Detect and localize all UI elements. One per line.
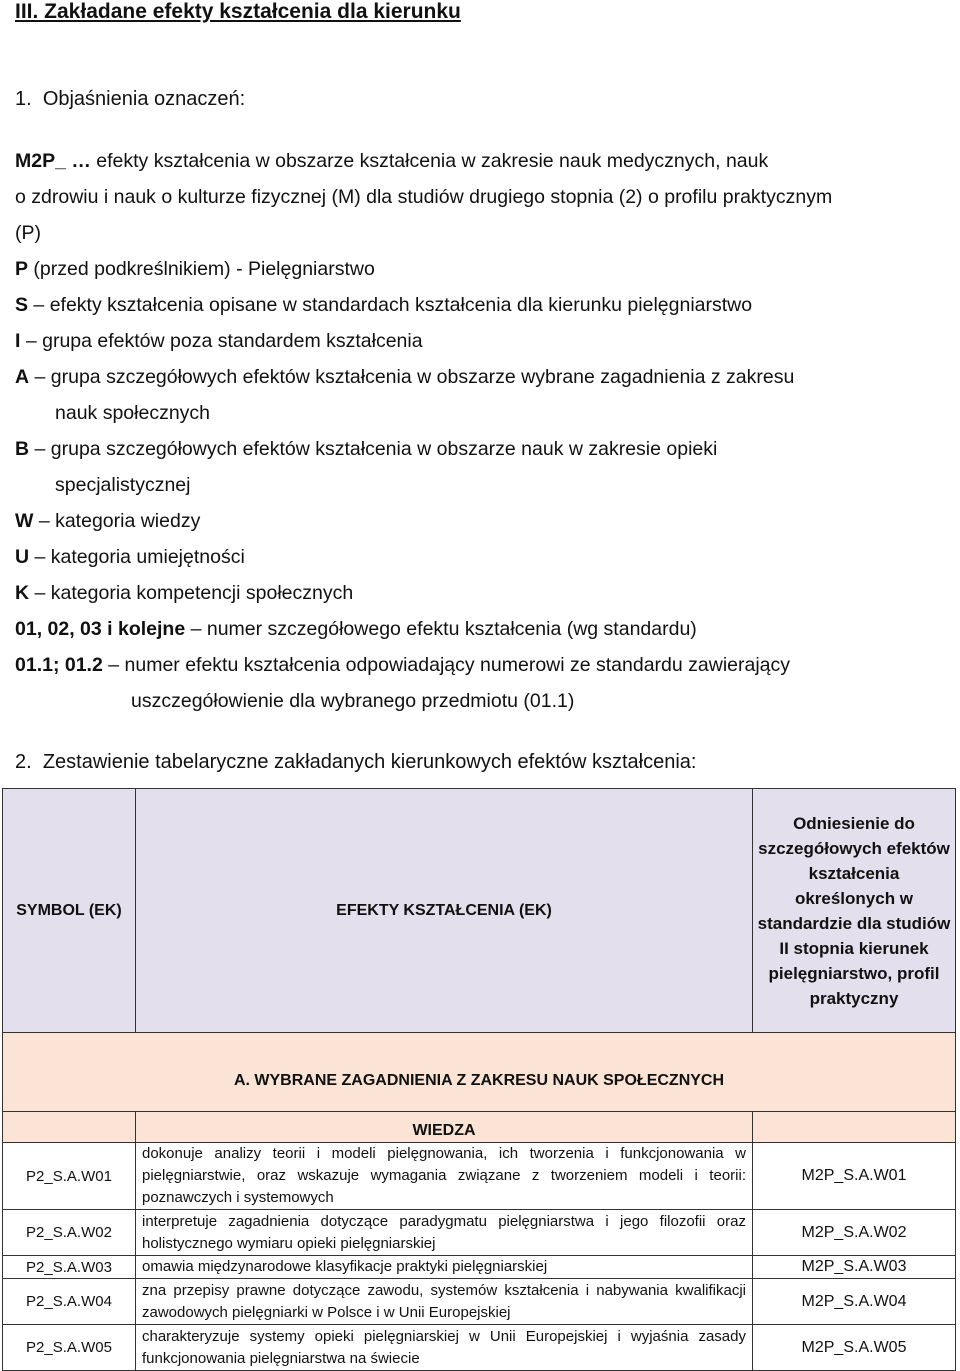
legend-key: S bbox=[15, 294, 29, 316]
heading-text: Objaśnienia oznaczeń: bbox=[42, 88, 246, 110]
legend-text: (przed podkreślnikiem) - Pielęgniarstwo bbox=[28, 258, 375, 280]
legend-item bbox=[15, 323, 905, 359]
legend-list bbox=[15, 143, 905, 719]
legend-item bbox=[15, 143, 905, 179]
legend-key: A bbox=[15, 366, 30, 388]
header-reference: Odniesienie do szczegółowych efektów kształcenia określonych w standardzie dla studiów II stopnia kierunek pielęgniarstwo, profil praktyczny bbox=[753, 789, 956, 1033]
effect-symbol: P2_S.A.W05 bbox=[3, 1325, 136, 1371]
effect-symbol: P2_S.A.W04 bbox=[3, 1279, 136, 1325]
legend-text: uszczegółowienie dla wybranego przedmiotu (01.1) bbox=[131, 690, 575, 712]
table-row bbox=[3, 1256, 956, 1279]
effect-reference: M2P_S.A.W05 bbox=[753, 1325, 956, 1371]
legend-key: B bbox=[15, 438, 30, 460]
legend-key: I bbox=[15, 330, 21, 352]
legend-item bbox=[15, 395, 905, 431]
legend-item bbox=[15, 287, 905, 323]
table-heading bbox=[15, 751, 696, 774]
legend-item bbox=[15, 251, 905, 287]
subcategory-row: WIEDZA bbox=[136, 1112, 753, 1143]
legend-item bbox=[15, 647, 905, 683]
legend-item bbox=[15, 359, 905, 395]
effect-symbol: P2_S.A.W03 bbox=[3, 1256, 136, 1279]
legend-text: – numer szczegółowego efektu kształcenia (wg standardu) bbox=[185, 618, 697, 640]
header-effects: EFEKTY KSZTAŁCENIA (EK) bbox=[136, 789, 753, 1033]
effect-reference: M2P_S.A.W02 bbox=[753, 1210, 956, 1256]
legend-text: – numer efektu kształcenia odpowiadający numerowi ze standardu zawierający bbox=[102, 654, 791, 676]
legend-text: – kategoria wiedzy bbox=[33, 510, 201, 532]
legend-item bbox=[15, 215, 905, 251]
legend-key: P bbox=[15, 258, 29, 280]
legend-text: efekty kształcenia w obszarze kształcenia w zakresie nauk medycznych, nauk bbox=[90, 150, 769, 172]
legend-key: U bbox=[15, 546, 30, 568]
legend-text: (P) bbox=[15, 222, 41, 244]
legend-item bbox=[15, 575, 905, 611]
effect-reference: M2P_S.A.W01 bbox=[753, 1143, 956, 1210]
legend-text: – kategoria umiejętności bbox=[29, 546, 245, 568]
legend-key: M2P_ … bbox=[15, 150, 91, 172]
legend-text: – grupa efektów poza standardem kształcenia bbox=[20, 330, 423, 352]
effect-symbol: P2_S.A.W01 bbox=[3, 1143, 136, 1210]
legend-item bbox=[15, 179, 905, 215]
heading-number: 1. bbox=[15, 88, 32, 110]
legend-item bbox=[15, 503, 905, 539]
effect-reference: M2P_S.A.W04 bbox=[753, 1279, 956, 1325]
legend-text: – efekty kształcenia opisane w standardach kształcenia dla kierunku pielęgniarstwo bbox=[28, 294, 753, 316]
heading-number: 2. bbox=[15, 751, 32, 773]
table-row bbox=[3, 1279, 956, 1325]
legend-item bbox=[15, 467, 905, 503]
legend-item bbox=[15, 431, 905, 467]
section-title: III. Zakładane efekty kształcenia dla kierunku bbox=[15, 0, 461, 23]
legend-item bbox=[15, 539, 905, 575]
effect-description: charakteryzuje systemy opieki pielęgniarskiej w Unii Europejskiej i wyjaśnia zasady funkcjonowania pielęgniarstwa na świecie bbox=[136, 1325, 753, 1371]
effect-symbol: P2_S.A.W02 bbox=[3, 1210, 136, 1256]
effects-table bbox=[2, 788, 956, 1371]
effect-description: zna przepisy prawne dotyczące zawodu, systemów kształcenia i nabywania kwalifikacji zawodowych pielęgniarki w Polsce i w Unii Europejskiej bbox=[136, 1279, 753, 1325]
effect-reference: M2P_S.A.W03 bbox=[753, 1256, 956, 1279]
legend-item bbox=[15, 611, 905, 647]
legend-text: specjalistycznej bbox=[55, 474, 191, 496]
effect-description: dokonuje analizy teorii i modeli pielęgnowania, ich tworzenia i funkcjonowania w pielęgniarstwie, oraz wskazuje wymagania związane z tworzeniem modeli i teorii: poznawczych i systemowych bbox=[136, 1143, 753, 1210]
legend-key: W bbox=[15, 510, 34, 532]
legend-key: 01.1; 01.2 bbox=[15, 654, 103, 676]
explanations-heading bbox=[15, 88, 245, 111]
effect-description: omawia międzynarodowe klasyfikacje praktyki pielęgniarskiej bbox=[136, 1256, 753, 1279]
legend-key: K bbox=[15, 582, 30, 604]
table-row bbox=[3, 1143, 956, 1210]
effect-description: interpretuje zagadnienia dotyczące paradygmatu pielęgniarstwa i jego filozofii oraz holistycznego wymiaru opieki pielęgniarskiej bbox=[136, 1210, 753, 1256]
heading-text: Zestawienie tabelaryczne zakładanych kierunkowych efektów kształcenia: bbox=[42, 751, 697, 773]
legend-item bbox=[15, 683, 905, 719]
legend-key: 01, 02, 03 i kolejne bbox=[15, 618, 186, 640]
table-row bbox=[3, 1325, 956, 1371]
legend-text: – kategoria kompetencji społecznych bbox=[29, 582, 354, 604]
header-symbol: SYMBOL (EK) bbox=[3, 789, 136, 1033]
category-row: A. WYBRANE ZAGADNIENIA Z ZAKRESU NAUK SPOŁECZNYCH bbox=[3, 1033, 956, 1112]
table-row bbox=[3, 1210, 956, 1256]
legend-text: nauk społecznych bbox=[55, 402, 211, 424]
legend-text: – grupa szczegółowych efektów kształcenia w obszarze nauk w zakresie opieki bbox=[29, 438, 718, 460]
legend-text: – grupa szczegółowych efektów kształcenia w obszarze wybrane zagadnienia z zakresu bbox=[29, 366, 795, 388]
legend-text: o zdrowiu i nauk o kulturze fizycznej (M) dla studiów drugiego stopnia (2) o profilu praktycznym bbox=[15, 186, 833, 208]
